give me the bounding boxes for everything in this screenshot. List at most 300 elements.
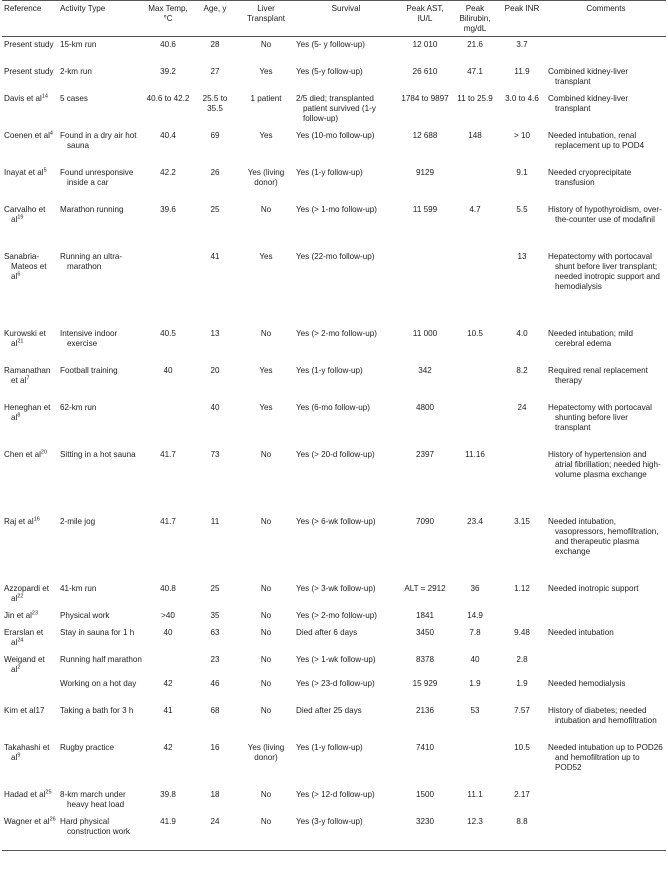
table-row — [2, 581, 666, 608]
cell-ast-text: 12 688 — [412, 130, 438, 140]
cell-transplant-text: No — [260, 678, 272, 688]
cell-reference — [2, 64, 58, 91]
cell-age — [192, 447, 238, 514]
cell-ast — [398, 787, 452, 814]
cell-transplant-text: No — [260, 627, 272, 637]
cell-reference-text: Erarslan et $al^{24}$ — [4, 627, 44, 647]
cell-comments — [546, 652, 666, 676]
cell-transplant — [238, 814, 294, 851]
cell-activity — [58, 740, 144, 787]
cell-activity — [58, 202, 144, 249]
cell-activity-text: 15-km run — [60, 40, 97, 49]
cell-survival-text: Died after 25 days — [296, 705, 362, 715]
cell-age-text: 18 — [210, 789, 220, 799]
cell-reference — [2, 703, 58, 740]
cell-reference — [2, 249, 58, 326]
cell-temp — [144, 625, 192, 652]
cell-reference — [2, 202, 58, 249]
cell-transplant-text: No — [260, 40, 272, 49]
cell-activity — [58, 326, 144, 363]
cell-activity — [58, 652, 144, 676]
cell-comments — [546, 128, 666, 165]
cell-age — [192, 202, 238, 249]
cell-ast-text: 1841 — [415, 610, 434, 620]
header-transplant: Liver Transplant — [238, 1, 294, 37]
table-row — [2, 400, 666, 447]
cell-inr-text: 2.17 — [514, 789, 530, 799]
cell-activity-text: Marathon running — [60, 204, 124, 214]
cell-bilirubin-text: 53 — [470, 705, 480, 715]
cell-age-text: 25 — [210, 204, 220, 214]
cell-ast — [398, 37, 452, 64]
cell-age — [192, 326, 238, 363]
cell-temp — [144, 676, 192, 703]
cell-reference-text: Heneghan et $al^8$ — [4, 402, 51, 422]
cell-temp — [144, 37, 192, 64]
cell-temp — [144, 165, 192, 202]
cell-ast — [398, 814, 452, 851]
cell-temp — [144, 608, 192, 625]
cell-ast-text: 7410 — [415, 742, 434, 752]
cell-ast-text: 342 — [418, 365, 432, 375]
cell-transplant — [238, 249, 294, 326]
cell-age-text: 40 — [210, 402, 220, 412]
cell-inr-text: 3.15 — [514, 516, 530, 526]
cell-reference — [2, 447, 58, 514]
cell-bilirubin-text: 47.1 — [467, 66, 483, 76]
cell-age — [192, 64, 238, 91]
cell-age — [192, 581, 238, 608]
reference-superscript: 25 — [45, 788, 52, 795]
cell-reference — [2, 400, 58, 447]
cell-reference — [2, 814, 58, 851]
cell-survival-text: Yes (> 6-wk follow-up) — [296, 516, 376, 526]
cell-bilirubin-text: 40 — [470, 654, 480, 664]
cell-comments — [546, 514, 666, 581]
cell-inr-text: 1.9 — [516, 678, 528, 688]
cell-age — [192, 625, 238, 652]
cell-activity-text: 62-km run — [60, 402, 97, 412]
reference-superscript: 2 — [17, 663, 21, 670]
cell-transplant-text: Yes (living donor) — [247, 167, 285, 187]
cell-bilirubin-text: 7.8 — [469, 627, 481, 637]
cell-bilirubin — [452, 363, 498, 400]
cell-reference — [2, 128, 58, 165]
cell-reference-text: Ramanathan et $al^7$ — [4, 365, 51, 385]
cell-comments — [546, 37, 666, 64]
cell-ast — [398, 514, 452, 581]
cell-bilirubin-text: 11.16 — [465, 449, 485, 459]
cell-comments-text: Needed intubation, vasopressors, hemofiltration, and therapeutic plasma exchange — [548, 516, 659, 556]
cell-temp-text: >40 — [161, 610, 175, 620]
cell-transplant — [238, 128, 294, 165]
cell-inr — [498, 447, 546, 514]
cell-bilirubin — [452, 787, 498, 814]
cell-reference-text: Raj et $al^{16}$ — [4, 515, 40, 526]
cell-inr — [498, 249, 546, 326]
cell-comments — [546, 447, 666, 514]
cell-survival — [294, 740, 398, 787]
cell-activity — [58, 581, 144, 608]
cell-survival — [294, 202, 398, 249]
reference-superscript: 23 — [31, 609, 39, 616]
cell-age — [192, 703, 238, 740]
cell-transplant-text: No — [260, 328, 272, 338]
cell-survival-text: Yes (6-mo follow-up) — [296, 402, 370, 412]
cell-age — [192, 787, 238, 814]
reference-superscript: 5 — [43, 166, 47, 173]
cell-reference-text: Coenen et $al^4$ — [4, 129, 53, 140]
cell-age-text: 68 — [210, 705, 220, 715]
cell-temp — [144, 814, 192, 851]
cell-temp — [144, 128, 192, 165]
cell-temp-text: 40.6 to 42.2 — [146, 93, 190, 103]
reference-superscript: 24 — [17, 636, 24, 643]
cell-transplant-text: No — [260, 204, 272, 214]
cell-activity — [58, 676, 144, 703]
cell-survival-text: Yes (1-y follow-up) — [296, 742, 363, 752]
cell-age-text: 46 — [210, 678, 220, 688]
cell-ast — [398, 703, 452, 740]
cell-activity — [58, 400, 144, 447]
cell-activity-text: Found in a dry air hot sauna — [60, 130, 137, 150]
cell-comments — [546, 249, 666, 326]
cell-ast-text: 3450 — [415, 627, 434, 637]
cell-survival-text: Yes (> 12-d follow-up) — [296, 789, 375, 799]
cell-ast-text: 3230 — [415, 816, 434, 826]
cell-activity — [58, 625, 144, 652]
cell-bilirubin — [452, 652, 498, 676]
cell-inr-text: 8.2 — [516, 365, 528, 375]
cell-inr-text: > 10 — [514, 130, 530, 140]
cell-temp — [144, 64, 192, 91]
cell-comments — [546, 676, 666, 703]
cell-activity-text: Found unresponsive inside a car — [60, 167, 134, 187]
cell-inr — [498, 740, 546, 787]
table-row — [2, 740, 666, 787]
cell-age — [192, 740, 238, 787]
cell-bilirubin — [452, 581, 498, 608]
cell-activity — [58, 787, 144, 814]
cell-ast-text: 8378 — [415, 654, 434, 664]
cell-reference-text: Jin et $al^{23}$ — [4, 609, 39, 620]
cell-bilirubin — [452, 676, 498, 703]
cell-ast — [398, 91, 452, 128]
cell-reference-text: Carvalho et $al^{19}$ — [4, 204, 46, 224]
cell-activity-text: Hard physical construction work — [60, 816, 130, 836]
cell-bilirubin — [452, 128, 498, 165]
cell-comments-text: Needed inotropic support — [548, 583, 639, 593]
cell-age-text: 41 — [210, 251, 220, 261]
cell-age-text: 23 — [210, 654, 220, 664]
cell-age — [192, 91, 238, 128]
cell-comments-text: Combined kidney-liver transplant — [548, 66, 629, 86]
cell-reference — [2, 676, 58, 703]
cell-inr-text: 4.0 — [516, 328, 528, 338]
cell-temp-text: 40.5 — [160, 328, 176, 338]
cell-inr — [498, 703, 546, 740]
cell-survival — [294, 165, 398, 202]
cell-ast-text: 26 610 — [412, 66, 438, 76]
cell-survival-text: Yes (22-mo follow-up) — [296, 251, 375, 261]
cell-survival — [294, 400, 398, 447]
cell-temp — [144, 703, 192, 740]
cell-transplant-text: 1 patient — [250, 93, 282, 103]
cell-reference-text: Wagner et $al^{26}$ — [4, 815, 56, 826]
cell-reference-text: Inayat et $al^5$ — [4, 166, 47, 177]
cell-bilirubin — [452, 703, 498, 740]
cell-inr-text: 9.1 — [516, 167, 528, 177]
cell-temp-text: 41.9 — [160, 816, 176, 826]
cell-inr — [498, 581, 546, 608]
cell-reference — [2, 37, 58, 64]
cell-inr — [498, 128, 546, 165]
reference-superscript: 20 — [40, 448, 48, 455]
cell-comments — [546, 787, 666, 814]
cell-survival-text: Yes (1-y follow-up) — [296, 365, 363, 375]
cell-activity — [58, 128, 144, 165]
reference-superscript: 4 — [49, 129, 53, 136]
cell-activity-text: Stay in sauna for 1 h — [60, 627, 135, 637]
cell-temp — [144, 363, 192, 400]
cell-survival — [294, 363, 398, 400]
cell-age — [192, 652, 238, 676]
cell-survival-text: 2/5 died; transplanted patient survived (1-y follow-up) — [296, 93, 376, 123]
cell-ast-text: 12 010 — [412, 40, 438, 49]
cell-ast-text: 4800 — [415, 402, 434, 412]
cell-inr-text: 24 — [517, 402, 527, 412]
cell-reference — [2, 787, 58, 814]
cell-survival — [294, 91, 398, 128]
cell-age — [192, 165, 238, 202]
cell-survival-text: Yes (10-mo follow-up) — [296, 130, 375, 140]
cell-ast — [398, 202, 452, 249]
cell-comments-text: Hepatectomy with portocaval shunting before liver transplant — [548, 402, 652, 432]
cell-age-text: 69 — [210, 130, 220, 140]
cell-ast — [398, 165, 452, 202]
cell-temp — [144, 740, 192, 787]
cell-temp-text: 41.7 — [160, 516, 176, 526]
cell-ast-text: 7090 — [415, 516, 434, 526]
cell-reference — [2, 514, 58, 581]
cell-temp — [144, 91, 192, 128]
cell-survival-text: Yes (> 23-d follow-up) — [296, 678, 375, 688]
cell-transplant — [238, 165, 294, 202]
cell-temp-text: 41 — [163, 705, 173, 715]
table-row — [2, 91, 666, 128]
cell-bilirubin — [452, 447, 498, 514]
cell-temp-text: 39.6 — [160, 204, 176, 214]
cell-inr — [498, 64, 546, 91]
cell-reference-text: Weigand et $al^2$ — [4, 654, 45, 674]
cell-temp — [144, 447, 192, 514]
cell-ast-text: 2136 — [415, 705, 434, 715]
cell-bilirubin — [452, 814, 498, 851]
cell-comments — [546, 363, 666, 400]
cell-comments — [546, 64, 666, 91]
cell-activity-text: Sitting in a hot sauna — [60, 449, 136, 459]
cell-survival-text: Yes (3-y follow-up) — [296, 816, 363, 826]
reference-superscript: 22 — [17, 592, 24, 599]
cell-survival — [294, 128, 398, 165]
cell-activity-text: Working on a hot day — [60, 678, 137, 688]
cell-inr — [498, 608, 546, 625]
cell-inr — [498, 652, 546, 676]
cell-transplant-text: No — [260, 516, 272, 526]
cell-transplant-text: Yes — [259, 130, 273, 140]
cell-inr — [498, 363, 546, 400]
cell-inr-text: 7.57 — [514, 705, 530, 715]
cell-ast-text: 15 929 — [412, 678, 438, 688]
cell-reference — [2, 625, 58, 652]
cell-survival — [294, 787, 398, 814]
cell-age-text: 28 — [210, 40, 220, 49]
cell-bilirubin — [452, 165, 498, 202]
cell-activity — [58, 64, 144, 91]
cell-comments — [546, 400, 666, 447]
cell-survival-text: Yes (1-y follow-up) — [296, 167, 363, 177]
cell-bilirubin-text: 148 — [468, 130, 482, 140]
header-inr: Peak INR — [498, 1, 546, 37]
cell-bilirubin — [452, 64, 498, 91]
cell-transplant-text: No — [260, 816, 272, 826]
cell-transplant — [238, 64, 294, 91]
cell-activity — [58, 447, 144, 514]
cell-comments — [546, 703, 666, 740]
cell-reference — [2, 740, 58, 787]
cell-comments — [546, 740, 666, 787]
cell-bilirubin-text: 10.5 — [467, 328, 483, 338]
cell-survival — [294, 514, 398, 581]
cell-comments-text: Needed intubation; mild cerebral edema — [548, 328, 634, 348]
cell-temp-text: 39.2 — [160, 66, 176, 76]
cell-reference — [2, 91, 58, 128]
cell-bilirubin-text: 11 to 25.9 — [457, 93, 493, 103]
cell-transplant — [238, 447, 294, 514]
cell-temp-text: 40.4 — [160, 130, 176, 140]
cell-survival — [294, 37, 398, 64]
reference-superscript: 19 — [17, 213, 24, 220]
cell-ast-text: 1500 — [415, 789, 434, 799]
cell-ast — [398, 581, 452, 608]
table-row — [2, 447, 666, 514]
cell-ast — [398, 400, 452, 447]
cell-transplant-text: No — [260, 610, 272, 620]
cell-inr-text: 13 — [517, 251, 527, 261]
table-row — [2, 165, 666, 202]
cell-activity — [58, 814, 144, 851]
cell-survival-text: Yes (> 2-mo follow-up) — [296, 610, 377, 620]
cell-inr — [498, 625, 546, 652]
cell-survival — [294, 447, 398, 514]
cell-ast — [398, 326, 452, 363]
table-row — [2, 787, 666, 814]
cell-bilirubin — [452, 400, 498, 447]
cell-activity-text: 8-km march under heavy heat load — [60, 789, 126, 809]
cell-survival — [294, 249, 398, 326]
cell-transplant-text: Yes (living donor) — [247, 742, 285, 762]
cell-transplant — [238, 703, 294, 740]
header-age: Age, y — [192, 1, 238, 37]
cell-comments-text: Hepatectomy with portocaval shunt before liver transplant; needed inotropic support and hemodialysis — [548, 251, 660, 291]
cell-transplant — [238, 608, 294, 625]
table-row — [2, 128, 666, 165]
cell-age-text: 16 — [210, 742, 220, 752]
cell-temp-text: 40 — [163, 627, 173, 637]
cell-reference-text: Kurowski et $al^{21}$ — [4, 328, 46, 348]
cell-age-text: 35 — [210, 610, 220, 620]
cell-activity-text: Running half marathon — [60, 654, 142, 664]
cell-age-text: 20 — [210, 365, 220, 375]
cell-ast-text: 11 599 — [412, 204, 438, 214]
cell-temp-text: 40.6 — [160, 40, 176, 49]
cell-comments-text: Required renal replacement therapy — [548, 365, 648, 385]
cell-reference-text: Present study — [4, 66, 54, 76]
cell-ast-text: ALT = 2912 — [404, 583, 446, 593]
cell-transplant-text: No — [260, 789, 272, 799]
cell-ast — [398, 363, 452, 400]
cell-inr-text: 3.7 — [516, 40, 528, 49]
cell-inr — [498, 326, 546, 363]
cell-bilirubin — [452, 625, 498, 652]
cell-ast-text: 2397 — [415, 449, 434, 459]
header-ast: Peak AST, IU/L — [398, 1, 452, 37]
cell-temp — [144, 249, 192, 326]
cell-activity-text: Rugby practice — [60, 742, 114, 752]
cell-bilirubin — [452, 326, 498, 363]
cell-activity-text: Running an ultra-marathon — [60, 251, 123, 271]
cell-age — [192, 814, 238, 851]
cell-age-text: 73 — [210, 449, 220, 459]
cell-transplant-text: Yes — [259, 251, 273, 261]
cell-age — [192, 249, 238, 326]
cell-inr — [498, 787, 546, 814]
reference-superscript: 16 — [33, 515, 40, 522]
cell-inr — [498, 91, 546, 128]
cell-activity-text: Physical work — [60, 610, 110, 620]
cell-temp-text: 40.8 — [160, 583, 176, 593]
cell-activity — [58, 703, 144, 740]
header-comments: Comments — [546, 1, 666, 37]
table-row — [2, 37, 666, 64]
cell-comments-text: Needed intubation, renal replacement up to POD4 — [548, 130, 645, 150]
cell-survival-text: Died after 6 days — [296, 627, 358, 637]
cell-age — [192, 400, 238, 447]
cell-activity-text: Intensive indoor exercise — [60, 328, 118, 348]
reference-superscript: 21 — [17, 337, 24, 344]
cell-ast — [398, 447, 452, 514]
cell-inr — [498, 814, 546, 851]
cell-comments — [546, 814, 666, 851]
cell-transplant — [238, 202, 294, 249]
cell-activity-text: 2-km run — [60, 66, 92, 76]
header-activity: Activity Type — [58, 1, 144, 37]
cell-inr-text: 3.0 to 4.6 — [505, 93, 539, 103]
header-survival: Survival — [294, 1, 398, 37]
cell-inr-text: 9.48 — [514, 627, 530, 637]
cell-reference — [2, 165, 58, 202]
cell-inr — [498, 400, 546, 447]
cell-ast — [398, 676, 452, 703]
cell-ast — [398, 64, 452, 91]
cell-ast-text: 9129 — [415, 167, 434, 177]
cell-bilirubin-text: 21.6 — [467, 40, 483, 49]
cell-comments — [546, 581, 666, 608]
cell-activity-text: 2-mile jog — [60, 516, 96, 526]
cell-age-text: 13 — [210, 328, 220, 338]
cell-reference-text: Azzopardi et $al^{22}$ — [4, 583, 49, 603]
cell-inr-text: 11.9 — [514, 66, 530, 76]
